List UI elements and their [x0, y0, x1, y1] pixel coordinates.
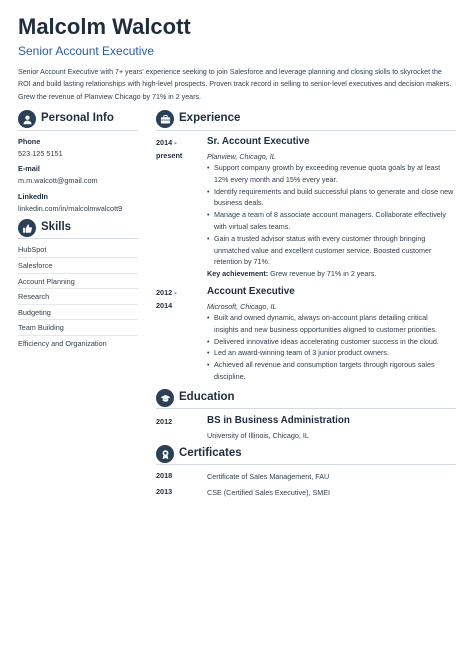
- resume-name: Malcolm Walcott: [18, 14, 191, 39]
- job-title: Account Executive: [207, 286, 295, 297]
- linkedin-label: LinkedIn: [18, 192, 48, 201]
- key-achievement-label: Key achievement:: [207, 269, 269, 278]
- resume-job-title: Senior Account Executive: [18, 44, 155, 58]
- email-label: E-mail: [18, 164, 40, 173]
- person-icon: [18, 110, 36, 128]
- personal-info-heading: Personal Info: [41, 112, 114, 124]
- job-title: Sr. Account Executive: [207, 136, 310, 147]
- education-year: 2012: [156, 417, 173, 426]
- skill-divider: [18, 319, 138, 320]
- phone-value: 523 125 5151: [18, 149, 63, 158]
- skill-divider: [18, 288, 138, 289]
- job-bullet: • Delivered innovative ideas accelerating customer success in the cloud.: [207, 336, 454, 348]
- skills-heading: Skills: [41, 221, 72, 233]
- experience-heading: Experience: [179, 112, 241, 124]
- education-degree: BS in Business Administration: [207, 415, 350, 426]
- job-bullet: • Identify requirements and build successful plans to generate and close new business deals.: [207, 186, 454, 210]
- skill-item: Account Planning: [18, 277, 75, 286]
- skill-divider: [18, 304, 138, 305]
- job-bullet: • Support company growth by exceeding revenue quota goals by at least 12% every month and 15% every year.: [207, 162, 454, 186]
- key-achievement: [207, 268, 376, 280]
- job-bullet: • Manage a team of 8 associate account managers. Collaborate effectively with virtual sales teams.: [207, 209, 454, 233]
- certificate-name: Certificate of Sales Management, FAU: [207, 472, 330, 481]
- key-achievement-text: Grew revenue by 71% in 2 years.: [268, 269, 377, 278]
- skill-item: Team Building: [18, 323, 64, 332]
- job-bullet: • Led an award-winning team of 3 junior product owners.: [207, 347, 454, 359]
- certificate-name: CSE (Certified Sales Executive), SMEI: [207, 488, 331, 497]
- skill-item: Budgeting: [18, 308, 51, 317]
- job-bullet-list: [207, 312, 454, 383]
- job-company: Microsoft, Chicago, IL: [207, 302, 277, 311]
- graduation-cap-icon: [156, 389, 174, 407]
- experience-divider: [156, 130, 456, 131]
- skills-divider: [18, 238, 138, 239]
- skill-item: Salesforce: [18, 261, 53, 270]
- job-bullet: • Built and owned dynamic, always on-account plans detailing critical insights and new business opportunities aligned to customer priorities.: [207, 312, 454, 336]
- job-bullet: • Gain a trusted advisor status with every customer through bringing unmatched value and excellent customer service. Boosted customer retention by 71%.: [207, 233, 454, 268]
- linkedin-value: linkedin.com/in/malcolmwalcott9: [18, 204, 123, 213]
- phone-label: Phone: [18, 137, 41, 146]
- education-school: University of Illinois, Chicago, IL: [207, 431, 309, 440]
- education-heading: Education: [179, 391, 235, 403]
- thumbs-up-icon: [18, 219, 36, 237]
- skill-divider: [18, 335, 138, 336]
- skill-item: Efficiency and Organization: [18, 339, 107, 348]
- skill-item: HubSpot: [18, 245, 47, 254]
- briefcase-icon: [156, 110, 174, 128]
- job-bullet-list: [207, 162, 454, 268]
- certificates-divider: [156, 464, 456, 465]
- skill-item: Research: [18, 292, 50, 301]
- email-value: m.m.walcott@gmail.com: [18, 176, 98, 185]
- certificate-year: 2013: [156, 487, 173, 496]
- skill-divider: [18, 273, 138, 274]
- job-dates: 2012 - 2014: [156, 288, 177, 310]
- personal-info-divider: [18, 130, 138, 131]
- skill-divider: [18, 257, 138, 258]
- certificates-heading: Certificates: [179, 447, 242, 459]
- job-company: Planview, Chicago, IL: [207, 152, 276, 161]
- award-icon: [156, 445, 174, 463]
- job-dates: 2014 - present: [156, 138, 183, 160]
- certificate-year: 2018: [156, 471, 173, 480]
- job-bullet: • Achieved all revenue and consumption targets through rigorous sales discipline.: [207, 359, 454, 383]
- summary-paragraph: Senior Account Executive with 7+ years' experience seeking to join Salesforce and leverage planning and closing skills to skyrocket the ROI and build lasting relationships with high-level prospects. Proven track record in selling to senior-level executives and decision makers. Grew the revenue of Planview Chicago by 71% in 2 years.: [18, 68, 452, 101]
- education-divider: [156, 408, 456, 409]
